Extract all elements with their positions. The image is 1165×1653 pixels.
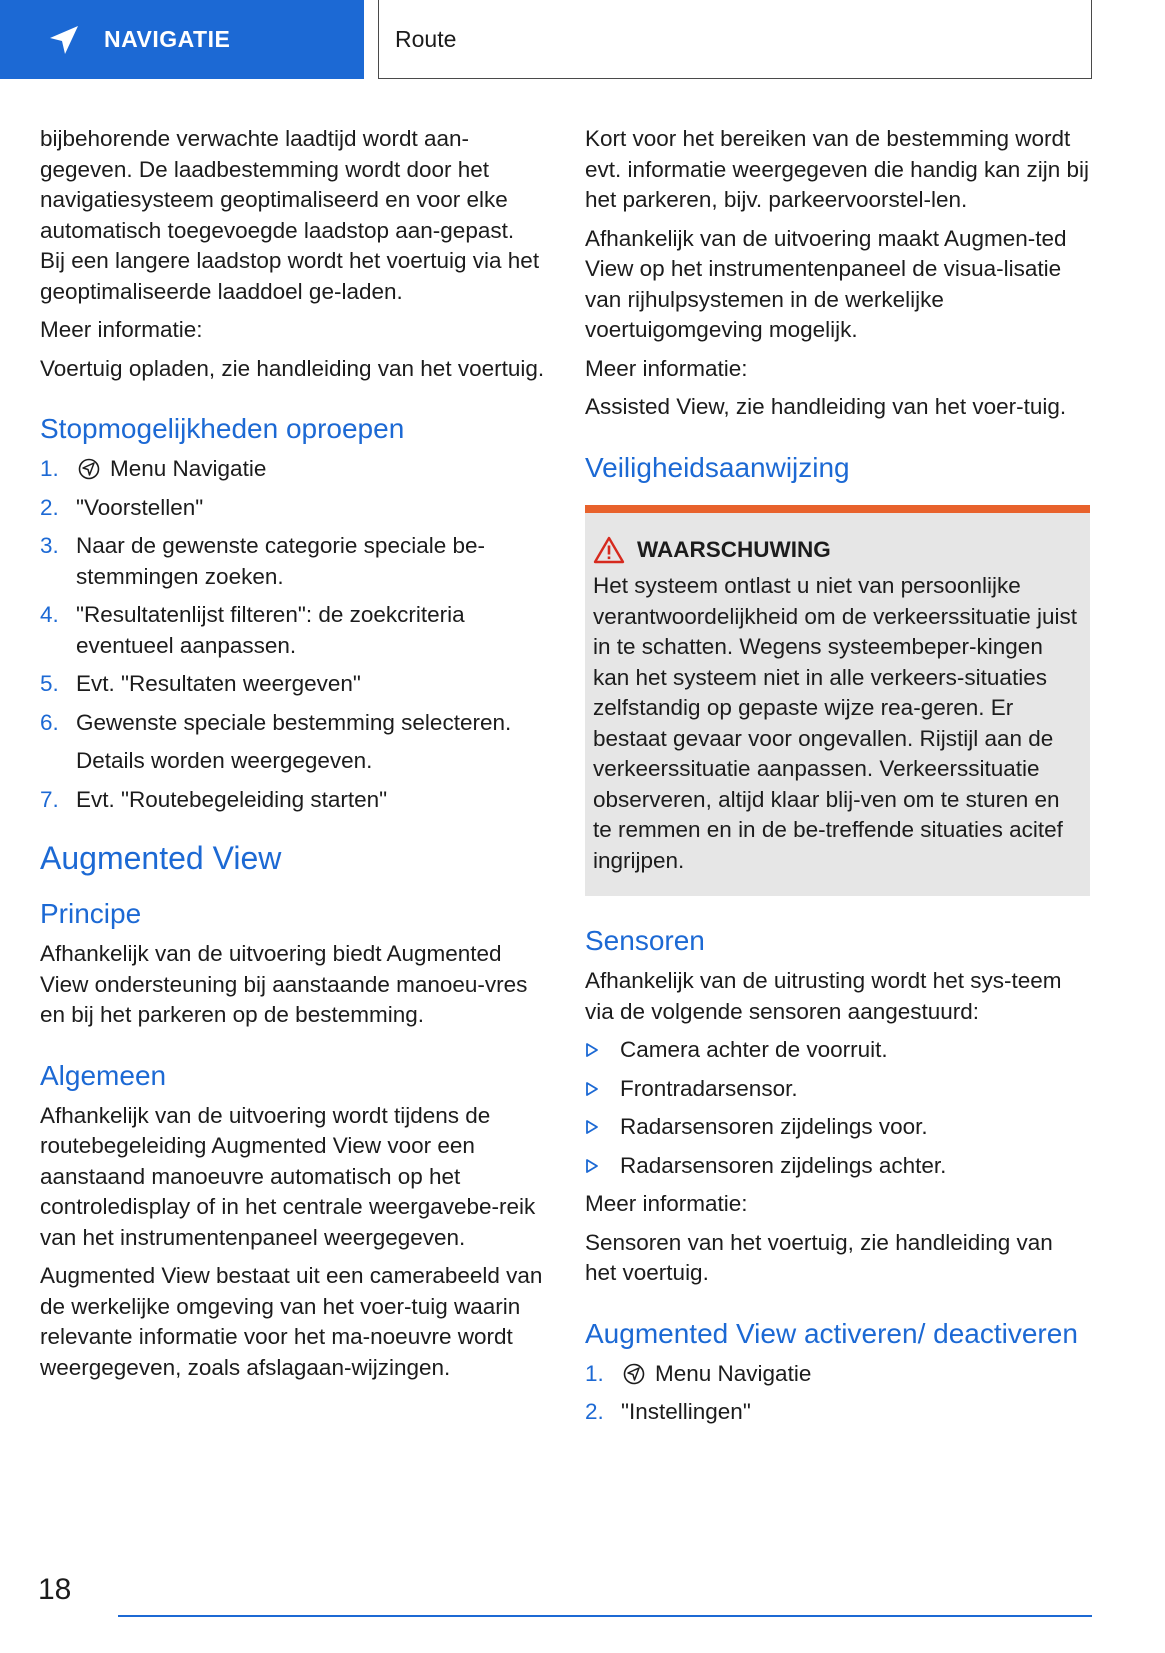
more-info-text: Voertuig opladen, zie handleiding van het voertuig. [40,355,545,381]
section-title: NAVIGATIE [104,26,231,52]
list-item [585,1359,1090,1390]
algemeen-heading: Algemeen [40,1059,167,1091]
list-item [40,669,545,700]
warning-header [593,535,1082,566]
warning-text: Het systeem ontlast u niet van persoonlijke verantwoordelijkheid om de verkeerssituatie juist in te schatten. Wegens systeembeper-kingen kan het systeem niet in alle verkeers-situaties zelfstandig op gepaste wijze rea-geren. Er bestaat gevaar voor ongevallen. Rijstijl aan de verkeerssituatie aanpassen. Verkeerssituatie observeren, altijd klaar blij-ven om te sturen en te remmen en in de be-treffende situaties acitef ingrijpen. [593,573,1077,873]
step-text: Gewenste speciale bestemming selecteren. [76,709,512,735]
step-text: "Instellingen" [621,1399,751,1424]
stop-steps-list [40,454,545,738]
principe-text: Afhankelijk van de uitvoering biedt Augmented View ondersteuning bij aanstaande manoeu-vres en bij het parkeren op de bestemming. [40,941,528,1027]
warning-box [585,505,1090,897]
more-info-text: Assisted View, zie handleiding van het voer-tuig. [585,394,1067,419]
step-number: 1. [40,456,59,481]
more-info-label: Meer informatie: [585,1191,748,1216]
list-item [585,1074,1090,1105]
list-item [585,1397,1090,1428]
step-text: "Resultatenlijst filteren": de zoekcriteria eventueel aanpassen. [76,602,465,658]
sensor-item: Frontradarsensor. [620,1075,798,1101]
stop-steps-list-continued [40,785,545,816]
step-text: "Voorstellen" [76,494,204,520]
chapter-tab [378,0,1092,79]
right-column [585,124,1090,1436]
list-item [40,708,545,739]
navigation-arrow-icon [44,20,84,60]
navigation-menu-icon [621,1363,647,1385]
bullet-triangle-icon [585,1158,599,1174]
bullet-triangle-icon [585,1042,599,1058]
page-number: 18 [38,1573,72,1606]
activate-heading: Augmented View activeren/ deactiveren [585,1317,1078,1349]
algemeen-text-1: Afhankelijk van de uitvoering wordt tijdens de routebegeleiding Augmented View voor een aanstaand manoeuvre automatisch op het controledisplay of in het centrale weergavebe-reik van het instrumentenpaneel weergegeven. [40,1102,536,1250]
more-info-text: Sensoren van het voertuig, zie handleiding van het voertuig. [585,1229,1053,1285]
step-text: Naar de gewenste categorie speciale be-stemmingen zoeken. [76,533,485,589]
list-item [40,493,545,524]
list-item [40,454,545,485]
step-text: Menu Navigatie [655,1360,812,1386]
bullet-triangle-icon [585,1081,599,1097]
more-info-label: Meer informatie: [40,317,203,342]
list-item [585,1112,1090,1143]
step-text: Evt. "Resultaten weergeven" [76,671,361,696]
step-number: 5. [40,671,59,696]
step-number: 6. [40,709,59,735]
step-number: 3. [40,533,59,558]
step-number: 7. [40,786,59,812]
chapter-title: Route [395,25,457,52]
warning-title: WAARSCHUWING [637,536,831,562]
list-item [585,1035,1090,1066]
step-text: Evt. "Routebegeleiding starten" [76,786,388,812]
step-text: Menu Navigatie [110,456,267,481]
step-number: 1. [585,1360,604,1386]
algemeen-text-2: Augmented View bestaat uit een camerabeeld van de werkelijke omgeving van het voer-tuig waarin relevante informatie voor het ma-noeuvre wordt weergegeven, zoals afslagaan-wijzingen. [40,1263,543,1380]
instrument-paragraph: Afhankelijk van de uitvoering maakt Augmen-ted View op het instrumentenpaneel de visua-lisatie van rijhulpsystemen in de werkelijke voertuigomgeving mogelijk. [585,225,1067,342]
list-item [40,600,545,661]
sensor-list [585,1035,1090,1181]
footer-divider [118,1615,1092,1617]
left-column [40,124,545,1391]
sensors-heading: Sensoren [585,925,705,956]
more-info-label: Meer informatie: [585,355,748,381]
list-item [40,785,545,816]
intro-paragraph: bijbehorende verwachte laadtijd wordt aan-gegeven. De laadbestemming wordt door het navigatiesysteem geoptimaliseerd en voor elke automatisch toegevoegde laadstop aan-gepast. Bij een langere laadstop wordt het voertuig via het geoptimaliseerde laaddoel ge-laden. [40,126,540,304]
parking-paragraph: Kort voor het bereiken van de bestemming wordt evt. informatie weergegeven die handig kan zijn bij het parkeren, bijv. parkeervoorstel-len. [585,126,1090,212]
sensor-item: Radarsensoren zijdelings achter. [620,1152,947,1178]
step-number: 2. [585,1399,604,1424]
bullet-triangle-icon [585,1119,599,1135]
step-result-text: Details worden weergegeven. [76,748,373,773]
stop-heading: Stopmogelijkheden oproepen [40,413,405,444]
sensors-text: Afhankelijk van de uitrusting wordt het sys-teem via de volgende sensoren aangestuurd: [585,968,1062,1024]
sensor-item: Radarsensoren zijdelings voor. [620,1114,928,1139]
list-item [40,531,545,592]
navigation-menu-icon [76,458,102,480]
list-item [585,1151,1090,1182]
augmented-view-heading: Augmented View [40,840,282,876]
sensor-item: Camera achter de voorruit. [620,1037,888,1062]
step-number: 4. [40,602,59,627]
warning-triangle-icon [593,536,625,564]
step-number: 2. [40,494,59,520]
section-tab [0,0,364,79]
principe-heading: Principe [40,898,142,929]
safety-heading: Veiligheidsaanwijzing [585,451,850,483]
activate-steps-list [585,1359,1090,1428]
